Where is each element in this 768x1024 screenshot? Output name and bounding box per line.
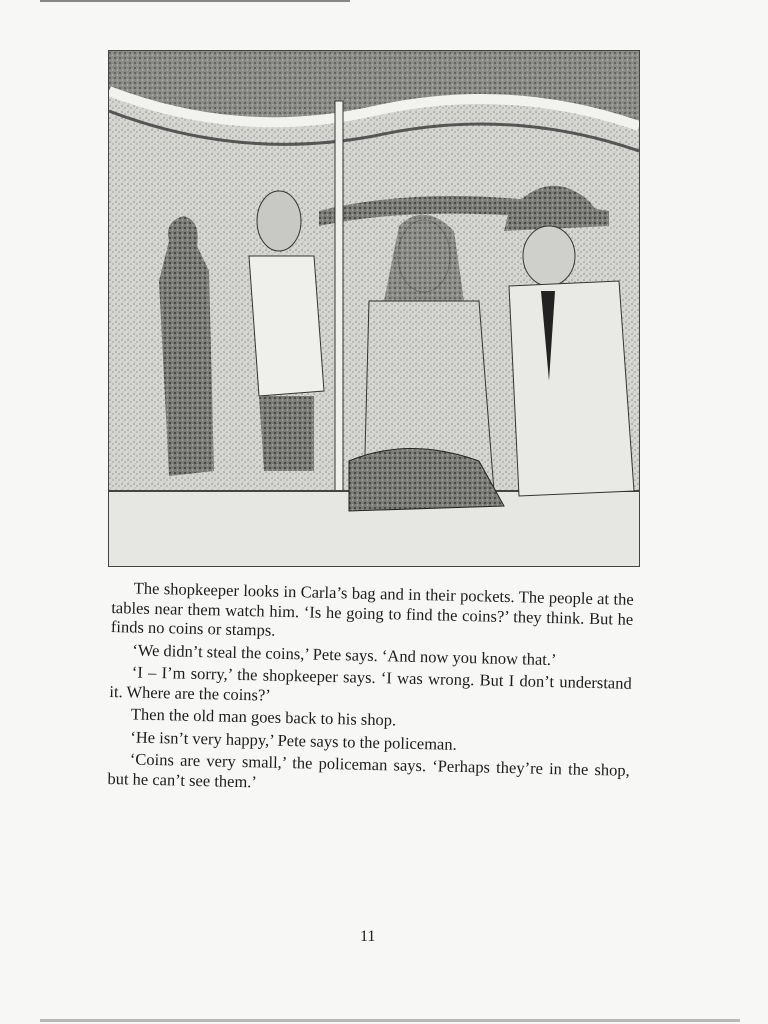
scan-bottom-edge <box>40 1019 740 1022</box>
paragraph: Then the old man goes back to his shop. <box>130 704 397 730</box>
scan-top-edge <box>40 0 350 2</box>
story-text <box>107 578 634 803</box>
story-illustration <box>108 50 640 567</box>
paragraph: ‘We didn’t steal the coins,’ Pete says. ‘And now you know that.’ <box>132 639 557 669</box>
page-number: 11 <box>360 928 376 945</box>
paragraph: ‘He isn’t very happy,’ Pete says to the policeman. <box>130 726 457 754</box>
paragraph: ‘I – I’m sorry,’ the shopkeeper says. ‘I was wrong. But I don’t understand it. Where are the coins?’ <box>109 662 632 705</box>
market-stall-illustration-icon <box>109 51 639 566</box>
paragraph: ‘Coins are very small,’ the policeman says. ‘Perhaps they’re in the shop, but he can’t see them.’ <box>107 749 630 791</box>
paragraph: The shopkeeper looks in Carla’s bag and in their pockets. The people at the tables near them watch him. ‘Is he going to find the coins?’ they think. But he finds no coins or stamps. <box>110 578 634 640</box>
